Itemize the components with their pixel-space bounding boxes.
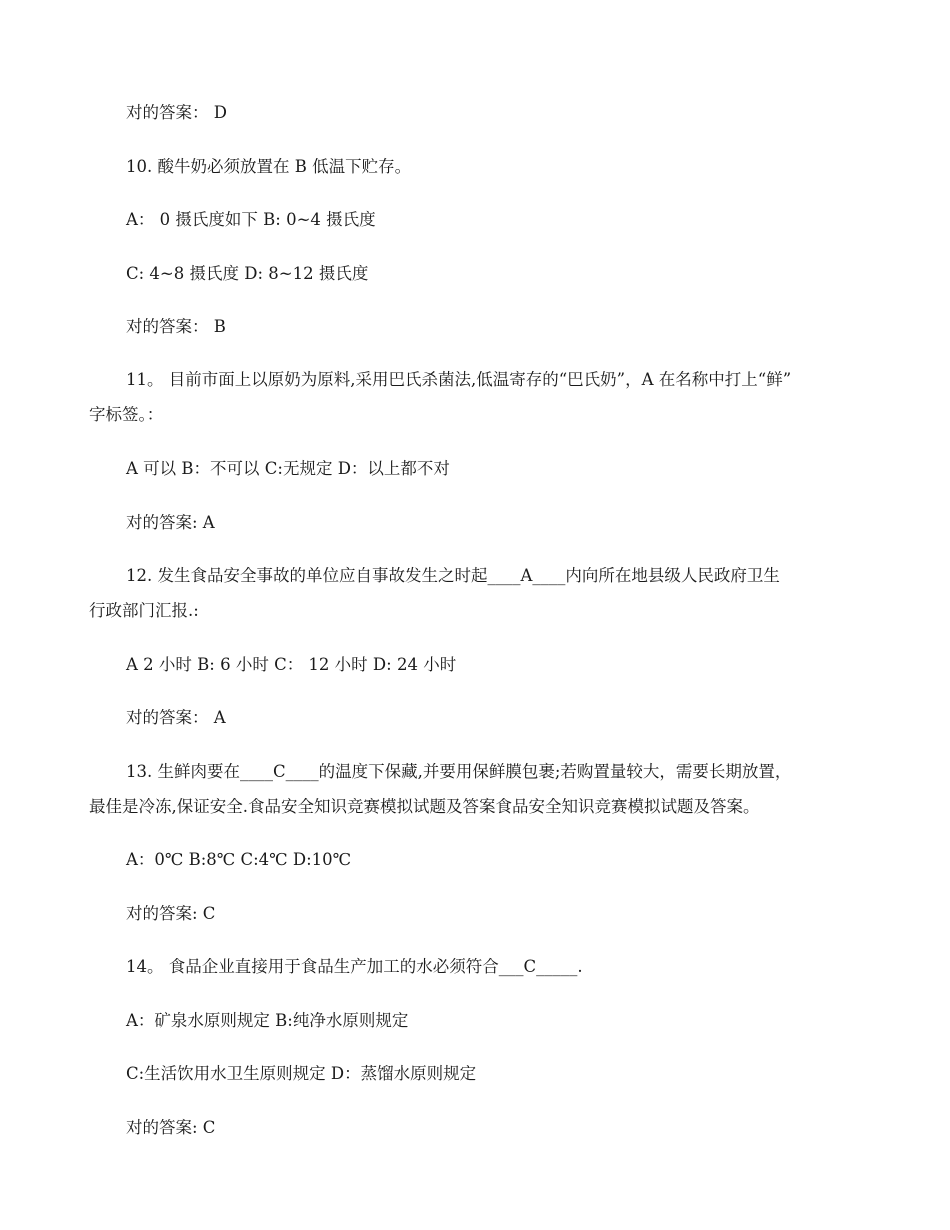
- question-13-continued: 最佳是冷冻,保证安全.食品安全知识竞赛模拟试题及答案食品安全知识竞赛模拟试题及答案。: [89, 797, 760, 816]
- question-11-continued: 字标签。：: [89, 405, 164, 424]
- question-12: 12. 发生食品安全事故的单位应自事故发生之时起____A____内向所在地县级人民政府卫生: [126, 566, 780, 585]
- answer-line-10: 对的答案： B: [126, 317, 226, 336]
- options-13: A：0℃ B:8℃ C:4℃ D:10℃: [126, 850, 352, 869]
- question-10: 10. 酸牛奶必须放置在 B 低温下贮存。: [126, 157, 412, 176]
- question-14: 14。 食品企业直接用于食品生产加工的水必须符合___C_____.: [126, 957, 583, 976]
- answer-line-13: 对的答案: C: [126, 904, 216, 923]
- answer-line-11: 对的答案: A: [126, 513, 215, 532]
- answer-line-14: 对的答案: C: [126, 1118, 216, 1137]
- answer-line-12: 对的答案： A: [126, 708, 226, 727]
- options-10-ab: A： 0 摄氏度如下 B: 0~4 摄氏度: [126, 210, 376, 229]
- answer-line-9: 对的答案： D: [126, 103, 227, 122]
- question-12-continued: 行政部门汇报.:: [89, 601, 199, 620]
- question-13: 13. 生鲜肉要在____C____的温度下保藏,并要用保鲜膜包裹;若购置量较大，需要长期放置，: [126, 762, 792, 781]
- options-10-cd: C: 4~8 摄氏度 D: 8~12 摄氏度: [126, 264, 369, 283]
- question-11: 11。 目前市面上以原奶为原料,采用巴氏杀菌法,低温寄存的“巴氏奶”，A 在名称中打上“鲜”: [126, 370, 792, 389]
- options-11: A 可以 B：不可以 C:无规定 D：以上都不对: [126, 459, 450, 478]
- options-12: A 2 小时 B: 6 小时 C： 12 小时 D: 24 小时: [126, 655, 457, 674]
- options-14-cd: C:生活饮用水卫生原则规定 D：蒸馏水原则规定: [126, 1064, 477, 1083]
- options-14-ab: A：矿泉水原则规定 B:纯净水原则规定: [126, 1011, 409, 1030]
